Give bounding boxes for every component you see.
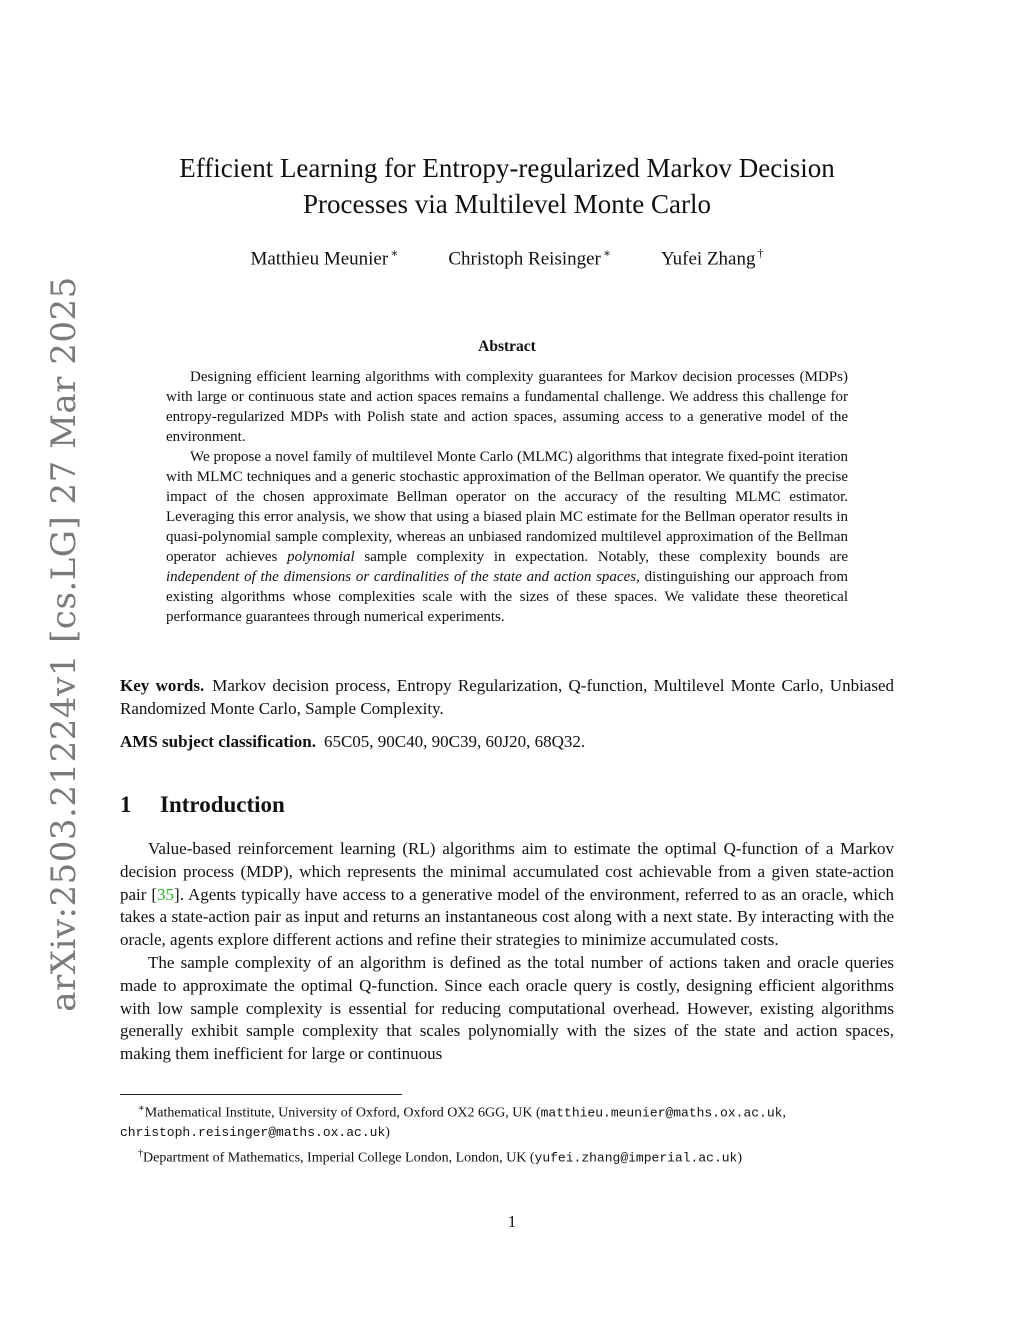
footnotes — [120, 1099, 894, 1167]
keywords-label: Key words. — [120, 676, 205, 695]
author-mark: ∗ — [390, 246, 399, 260]
footnote-text: ) — [737, 1150, 743, 1166]
citation-link[interactable]: 35 — [157, 884, 175, 904]
arxiv-identifier: arXiv:2503.21224v1 [cs.LG] 27 Mar 2025 — [44, 276, 84, 1012]
footnote-text: Department of Mathematics, Imperial College London, London, UK ( — [143, 1150, 535, 1166]
author-mark: ∗ — [602, 246, 612, 260]
abstract-text: We propose a novel family of multilevel Monte Carlo (MLMC) algorithms that integrate fixed-point iteration with MLMC techniques and a generic stochastic approximation of the Bellman operator. We quantify the precise impact of the chosen approximate Bellman operator on the accuracy of the resulting MLMC estimator. Leveraging this error analysis, we show that using a biased plain MC estimate for the Bellman operator results in quasi-polynomial sample complexity, whereas an unbiased randomized multilevel approximation of the Bellman operator achieves — [166, 449, 848, 565]
footnote-separator: , — [782, 1105, 786, 1121]
title-line-2: Processes via Multilevel Monte Carlo — [303, 189, 711, 219]
email-address: christoph.reisinger@maths.ox.ac.uk — [120, 1124, 386, 1140]
footnote-mark: † — [138, 1147, 143, 1159]
abstract-emphasis: independent of the dimensions or cardinalities of the state and action spaces — [166, 569, 637, 585]
footnote-1 — [120, 1099, 894, 1142]
section-heading — [120, 792, 285, 818]
author-name: Yufei Zhang — [661, 248, 756, 270]
keywords-text: Markov decision process, Entropy Regularization, Q-function, Multilevel Monte Carlo, Unbiased Randomized Monte Carlo, Sample Complexity. — [120, 676, 894, 718]
author-mark: † — [757, 246, 764, 260]
author-name: Christoph Reisinger — [448, 248, 601, 270]
author — [448, 246, 611, 270]
intro-paragraph-1 — [120, 838, 894, 952]
author-list — [120, 246, 894, 270]
author-name: Matthieu Meunier — [250, 248, 389, 270]
footnote-2 — [120, 1144, 894, 1168]
keywords — [120, 674, 894, 720]
ams-classification — [120, 730, 894, 753]
abstract-text: sample complexity in expectation. Notably, these complexity bounds are — [354, 549, 848, 565]
ams-text: 65C05, 90C40, 90C39, 60J20, 68Q32. — [323, 732, 586, 751]
abstract-heading: Abstract — [478, 338, 536, 355]
email-address: yufei.zhang@imperial.ac.uk — [534, 1150, 738, 1166]
intro-text: Value-based reinforcement learning (RL) algorithms aim to estimate the optimal Q-function of a Markov decision process (MDP), which represents the minimal accumulated cost achievable from a given state-action pair [ — [120, 839, 894, 904]
author — [250, 246, 398, 270]
footnote-rule — [120, 1094, 402, 1095]
paper-title — [120, 150, 894, 222]
author — [661, 246, 763, 270]
abstract-paragraph-2 — [166, 447, 848, 627]
abstract-text: , distinguishing our approach from existing algorithms whose complexities scale with the sizes of these spaces. We validate these theoretical performance guarantees through numerical experiments. — [166, 569, 848, 625]
intro-text: ]. Agents typically have access to a generative model of the environment, referred to as an oracle, which takes a state-action pair as input and returns an instantaneous cost along with a next state. By interacting with the oracle, agents explore different actions and refine their strategies to minimize accumulated costs. — [120, 884, 894, 950]
footnote-text: Mathematical Institute, University of Oxford, Oxford OX2 6GG, UK ( — [144, 1105, 541, 1121]
abstract-body — [166, 367, 848, 627]
title-line-1: Efficient Learning for Entropy-regularized Markov Decision — [179, 153, 835, 183]
footnote-text: ) — [385, 1124, 390, 1140]
footnote-mark: ∗ — [138, 1103, 145, 1114]
introduction-body — [120, 838, 894, 1066]
intro-paragraph-2: The sample complexity of an algorithm is defined as the total number of actions taken and oracle queries made to approximate the optimal Q-function. Since each oracle query is costly, designing efficient algorithms with low sample complexity is essential for reducing computational overhead. However, existing algorithms generally exhibit sample complexity that scales polynomially with the sizes of the state and action spaces, making them inefficient for large or continuous — [120, 952, 894, 1064]
ams-label: AMS subject classification. — [120, 732, 316, 751]
page-number: 1 — [507, 1212, 517, 1231]
abstract-emphasis: polynomial — [287, 549, 355, 565]
abstract-paragraph-1: Designing efficient learning algorithms with complexity guarantees for Markov decision processes (MDPs) with large or continuous state and action spaces remains a fundamental challenge. We address this challenge for entropy-regularized MDPs with Polish state and action spaces, assuming access to a generative model of the environment. — [166, 369, 848, 445]
section-title: Introduction — [160, 792, 285, 817]
email-address: matthieu.meunier@maths.ox.ac.uk — [540, 1105, 783, 1121]
section-number: 1 — [120, 792, 132, 817]
